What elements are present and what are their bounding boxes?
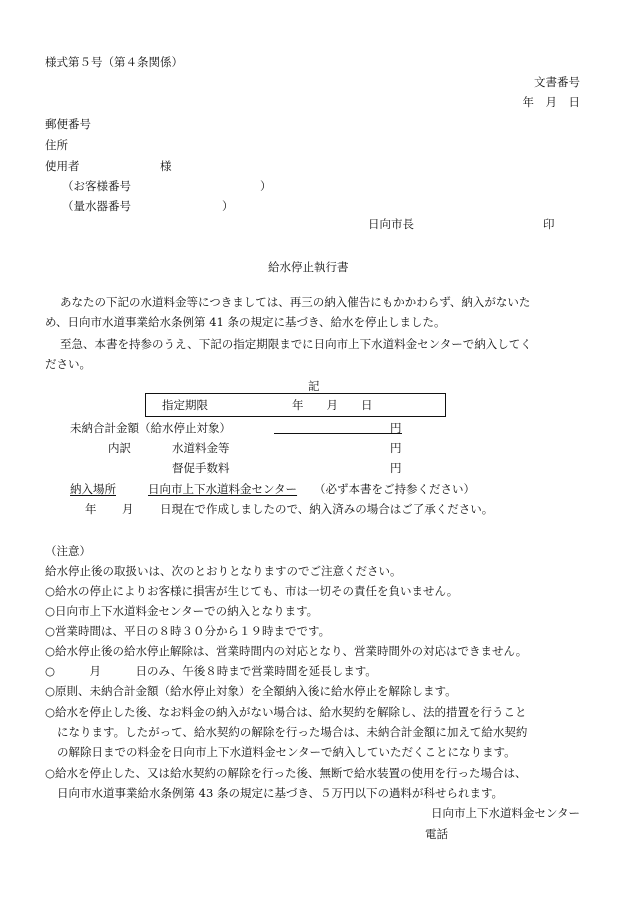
note-item: ○日向市上下水道料金センターでの納入となります。: [45, 604, 319, 618]
created-note: 日現在で作成しましたので、納入済みの場合はご了承ください。: [160, 502, 494, 516]
footer-phone-label: 電話: [425, 827, 448, 841]
note-item-8-line-2: 日向市水道事業給水条例第 43 条の規定に基づき、５万円以下の過料が科せられます。: [57, 786, 504, 800]
body-paragraph-1-line-1: あなたの下記の水道料金等につきましては、再三の納入催告にもかかわらず、納入がないた: [60, 295, 531, 309]
note-item-7-line-2: になります。したがって、給水契約の解除を行った場合は、未納合計金額に加えて給水契約: [57, 725, 528, 739]
notes-intro: 給水停止後の取扱いは、次のとおりとなりますのでご注意ください。: [45, 564, 402, 578]
note-item: ○原則、未納合計金額（給水停止対象）を全額納入後に給水停止を解除します。: [45, 684, 457, 698]
deadline-label: 指定期限: [162, 398, 208, 412]
date-line: 年 月 日: [522, 95, 580, 109]
created-month: 月: [122, 502, 134, 516]
notes-heading: （注意）: [45, 544, 91, 558]
water-fee-yen: 円: [390, 441, 402, 455]
water-fee-label: 水道料金等: [172, 441, 230, 455]
meter-number-label: （量水器番号: [62, 199, 131, 213]
footer-center-name: 日向市上下水道料金センター: [430, 806, 580, 820]
seal-mark: 印: [543, 217, 555, 231]
user-label: 使用者: [45, 159, 80, 173]
body-paragraph-1-line-2: め、日向市水道事業給水条例第 41 条の規定に基づき、給水を停止しました。: [45, 315, 446, 329]
breakdown-label: 内訳: [108, 441, 131, 455]
meter-number-close: ）: [222, 199, 234, 213]
note-item: ○給水停止後の給水停止解除は、営業時間内の対応となり、営業時間外の対応はできません。: [45, 644, 528, 658]
body-paragraph-2-line-2: ださい。: [45, 357, 91, 371]
note-item: ○ 月 日のみ、午後８時まで営業時間を延長します。: [45, 664, 377, 678]
form-label: 様式第５号（第４条関係）: [45, 55, 183, 69]
deadline-date: 年 月 日: [292, 398, 373, 412]
total-yen: 円: [390, 421, 402, 435]
total-amount-label: 未納合計金額（給水停止対象）: [70, 421, 231, 435]
total-amount-underline: [274, 433, 402, 434]
note-item: ○営業時間は、平日の８時３０分から１９時までです。: [45, 624, 331, 638]
postal-label: 郵便番号: [45, 117, 91, 131]
doc-number-label: 文書番号: [534, 75, 580, 89]
payment-place: 日向市上下水道料金センター: [148, 482, 298, 496]
ki-heading: 記: [308, 379, 320, 393]
note-item-7-line-3: の解除日までの料金を日向市上下水道料金センターで納入していただくことになります。: [57, 745, 516, 759]
note-item: ○給水の停止によりお客様に損害が生じても、市は一切その責任を負いません。: [45, 584, 459, 598]
customer-number-close: ）: [260, 179, 272, 193]
document-title: 給水停止執行書: [268, 260, 349, 274]
created-year: 年: [85, 502, 97, 516]
reminder-fee-label: 督促手数料: [172, 461, 230, 475]
body-paragraph-2-line-1: 至急、本書を持参のうえ、下記の指定期限までに日向市上下水道料金センターで納入してく: [60, 337, 532, 351]
issuer: 日向市長: [368, 217, 414, 231]
address-label: 住所: [45, 138, 68, 152]
user-suffix: 様: [160, 159, 172, 173]
payment-place-label: 納入場所: [70, 482, 116, 496]
payment-note: （必ず本書をご持参ください）: [314, 482, 475, 496]
note-item-8-line-1: ○給水を停止した、又は給水契約の解除を行った後、無断で給水装置の使用を行った場合は、: [45, 766, 527, 780]
note-item-7-line-1: ○給水を停止した後、なお料金の納入がない場合は、給水契約を解除し、法的措置を行うこと: [45, 705, 527, 719]
reminder-fee-yen: 円: [390, 461, 402, 475]
customer-number-label: （お客様番号: [62, 179, 131, 193]
